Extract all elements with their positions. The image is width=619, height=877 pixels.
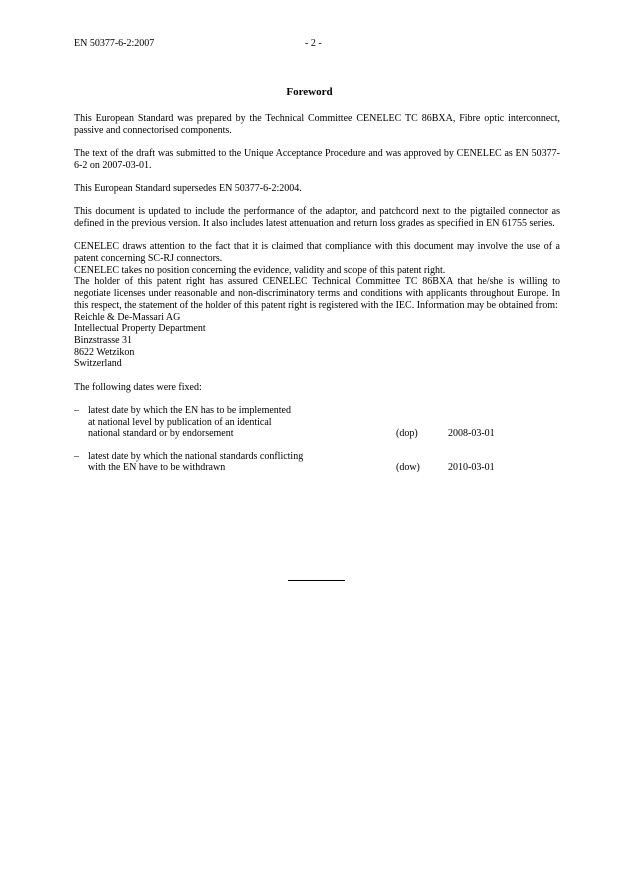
document-id: EN 50377-6-2:2007 xyxy=(74,38,155,49)
address-line: 8622 Wetzikon xyxy=(74,346,135,358)
paragraph-approval: The text of the draft was submitted to the Unique Acceptance Procedure and was approved by CENELEC as EN 50377-6-2 on 2007-03-01. xyxy=(74,148,560,171)
paragraph-patent-attention: CENELEC draws attention to the fact that it is claimed that compliance with this document may involve the use of a patent concerning SC-RJ connectors. xyxy=(74,241,560,264)
date-value: 2010-03-01 xyxy=(448,462,495,474)
address-line: Reichle & De-Massari AG xyxy=(74,311,181,323)
list-dash: – xyxy=(74,450,79,462)
paragraph-dates-intro: The following dates were fixed: xyxy=(74,381,202,393)
date-item-line: with the EN have to be withdrawn xyxy=(88,462,226,474)
date-item-line: national standard or by endorsement xyxy=(88,428,234,440)
paragraph-update: This document is updated to include the performance of the adaptor, and patchcord next to the pigtailed connector as defined in the previous version. It also includes latest attenuation and return loss grades as specified in EN 61755 series. xyxy=(74,206,560,229)
address-line: Intellectual Property Department xyxy=(74,323,206,335)
date-value: 2008-03-01 xyxy=(448,428,495,440)
date-abbreviation: (dow) xyxy=(396,462,420,474)
end-rule xyxy=(288,580,345,581)
date-item-dop xyxy=(74,405,560,440)
page-number: - 2 - xyxy=(305,38,322,49)
date-item-description xyxy=(88,405,388,440)
date-abbreviation: (dop) xyxy=(396,428,418,440)
paragraph-supersedes: This European Standard supersedes EN 50377-6-2:2004. xyxy=(74,183,302,194)
section-title: Foreword xyxy=(286,86,333,98)
paragraph-patent-holder: The holder of this patent right has assured CENELEC Technical Committee TC 86BXA that he/she is willing to negotiate licenses under reasonable and non-discriminatory terms and conditions with applicants throughout Europe. In this respect, the statement of the holder of this patent right is registered with the IEC. Information may be obtained from: xyxy=(74,276,560,311)
date-item-line: latest date by which the EN has to be implemented xyxy=(88,404,291,416)
patent-holder-address xyxy=(74,312,560,371)
date-item-line: latest date by which the national standards conflicting xyxy=(88,450,304,462)
date-item-description xyxy=(88,451,388,474)
address-line: Switzerland xyxy=(74,358,122,370)
foreword-body xyxy=(74,113,560,485)
list-dash: – xyxy=(74,404,79,416)
paragraph-patent-position: CENELEC takes no position concerning the evidence, validity and scope of this patent right. xyxy=(74,264,446,276)
paragraph-prepared-by: This European Standard was prepared by the Technical Committee CENELEC TC 86BXA, Fibre optic interconnect, passive and connectorised components. xyxy=(74,113,560,136)
date-item-line: at national level by publication of an identical xyxy=(88,416,272,428)
address-line: Binzstrasse 31 xyxy=(74,334,133,346)
date-item-dow xyxy=(74,451,560,474)
